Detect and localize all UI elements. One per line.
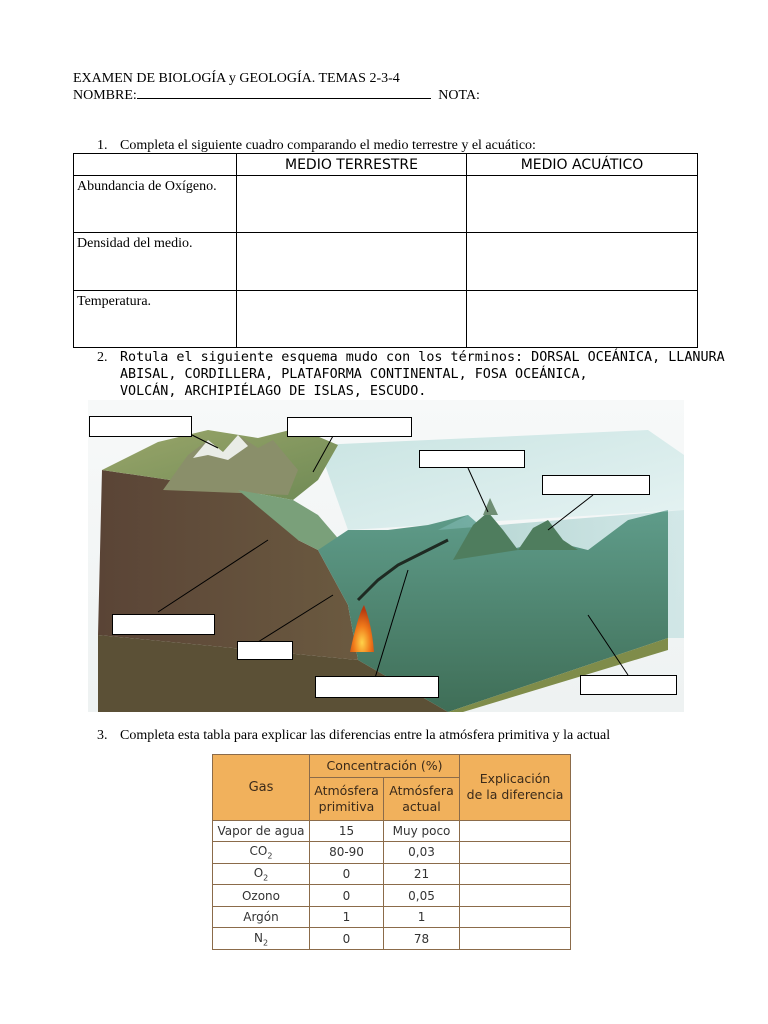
answer-cell[interactable] (467, 176, 698, 233)
header-primitive-line1: Atmósfera (314, 782, 379, 798)
header-primitive (310, 777, 384, 820)
gas-subscript: 2 (262, 937, 269, 947)
gas-symbol: CO (249, 844, 268, 859)
comparison-table (73, 153, 698, 348)
q3-number: 3. (97, 728, 108, 743)
current-value: 1 (384, 906, 460, 928)
header-gas: Gas (213, 755, 310, 821)
label-box[interactable] (237, 641, 293, 660)
current-value: Muy poco (384, 820, 460, 842)
atmosphere-table (212, 754, 571, 950)
header-explanation-line2: de la diferencia (466, 787, 564, 803)
q2-number: 2. (97, 350, 108, 365)
explanation-cell[interactable] (460, 906, 571, 928)
answer-cell[interactable] (467, 233, 698, 290)
row-label-density: Densidad del medio. (74, 233, 237, 290)
current-value: 78 (384, 928, 460, 950)
primitive-value: 15 (310, 820, 384, 842)
label-box[interactable] (580, 675, 677, 695)
primitive-value: 1 (310, 906, 384, 928)
col-header-terrestrial: MEDIO TERRESTRE (237, 154, 467, 176)
name-blank[interactable] (137, 86, 431, 99)
explanation-cell[interactable] (460, 863, 571, 885)
gas-symbol: O (253, 865, 264, 880)
header-concentration: Concentración (%) (310, 755, 460, 778)
explanation-cell[interactable] (460, 842, 571, 864)
gas-symbol: N (253, 930, 263, 945)
gas-name: Argón (213, 906, 310, 928)
gas-name (213, 842, 310, 864)
header-current-line2: actual (402, 798, 441, 814)
q1-text: Completa el siguiente cuadro comparando el medio terrestre y el acuático: (120, 138, 536, 153)
gas-subscript: 2 (267, 851, 273, 861)
name-line (73, 86, 480, 104)
current-value: 0,05 (384, 885, 460, 907)
gas-name (213, 928, 310, 950)
label-box[interactable] (89, 416, 192, 437)
exam-title: EXAMEN DE BIOLOGÍA y GEOLOGÍA. TEMAS 2-3-4 (73, 71, 400, 86)
primitive-value: 80-90 (310, 842, 384, 864)
q2-text-line2: ABISAL, CORDILLERA, PLATAFORMA CONTINENTAL, FOSA OCEÁNICA, (120, 367, 588, 382)
q1-number: 1. (97, 138, 108, 153)
label-box[interactable] (315, 676, 439, 698)
gas-name: Ozono (213, 885, 310, 907)
label-box[interactable] (542, 475, 650, 495)
gas-name (213, 863, 310, 885)
header-current (384, 777, 460, 820)
answer-cell[interactable] (467, 290, 698, 347)
answer-cell[interactable] (237, 290, 467, 347)
table-corner (74, 154, 237, 176)
geology-block-diagram (88, 400, 684, 712)
header-primitive-line2: primitiva (318, 798, 375, 814)
answer-cell[interactable] (237, 176, 467, 233)
explanation-cell[interactable] (460, 820, 571, 842)
label-box[interactable] (419, 450, 525, 468)
header-explanation (460, 755, 571, 821)
answer-cell[interactable] (237, 233, 467, 290)
primitive-value: 0 (310, 863, 384, 885)
label-box[interactable] (112, 614, 215, 635)
header-explanation-line1: Explicación (479, 771, 551, 787)
q3-text: Completa esta tabla para explicar las diferencias entre la atmósfera primitiva y la actual (120, 728, 611, 743)
label-box[interactable] (287, 417, 412, 437)
row-label-oxygen: Abundancia de Oxígeno. (74, 176, 237, 233)
current-value: 21 (384, 863, 460, 885)
primitive-value: 0 (310, 928, 384, 950)
col-header-aquatic: MEDIO ACUÁTICO (467, 154, 698, 176)
explanation-cell[interactable] (460, 885, 571, 907)
header-current-line1: Atmósfera (389, 782, 454, 798)
q2-text-line1: Rotula el siguiente esquema mudo con los términos: DORSAL OCEÁNICA, LLANURA (120, 350, 725, 365)
primitive-value: 0 (310, 885, 384, 907)
grade-label: NOTA: (438, 88, 480, 103)
explanation-cell[interactable] (460, 928, 571, 950)
row-label-temperature: Temperatura. (74, 290, 237, 347)
name-label: NOMBRE: (73, 88, 137, 103)
q2-text-line3: VOLCÁN, ARCHIPIÉLAGO DE ISLAS, ESCUDO. (120, 384, 427, 399)
gas-name: Vapor de agua (213, 820, 310, 842)
gas-subscript: 2 (263, 873, 269, 883)
current-value: 0,03 (384, 842, 460, 864)
